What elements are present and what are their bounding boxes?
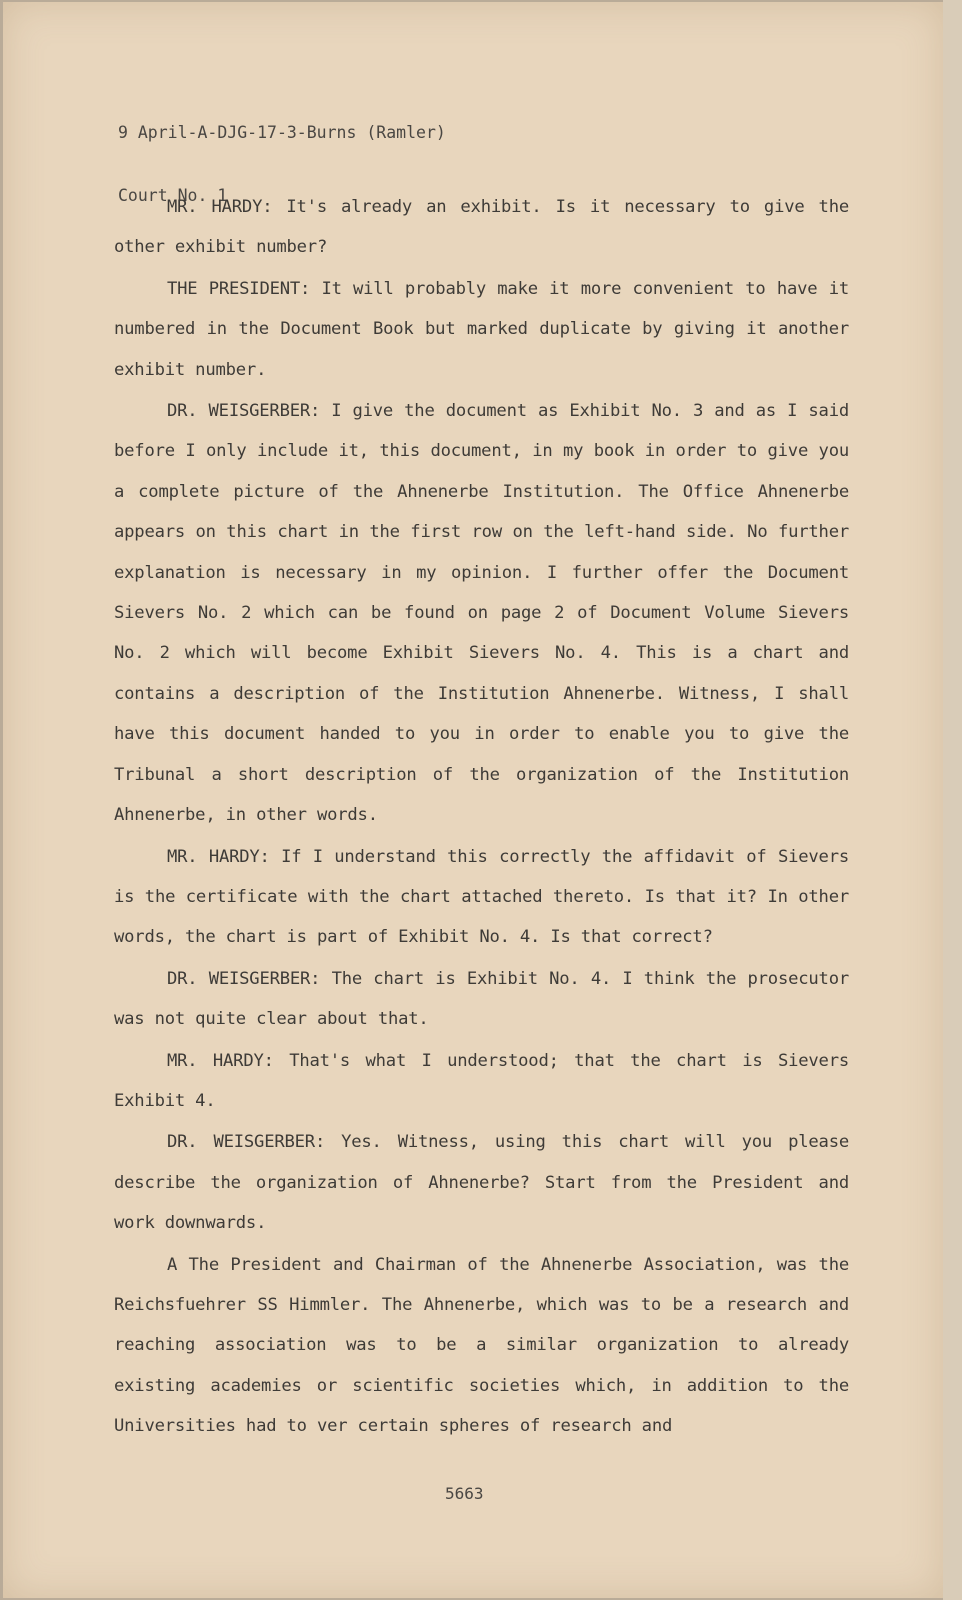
- paragraph-weisgerber-1: DR. WEISGERBER: I give the document as Exhibit No. 3 and as I said before I only include it, this document, in my book in order to give you a complete picture of the Ahnenerbe Institution. The Office Ahnenerbe appears on this chart in the first row on the left-hand side. No further explanation is necessary in my opinion. I further offer the Document Sievers No. 2 which can be found on page 2 of Document Volume Sievers No. 2 which will become Exhibit Sievers No. 4. This is a chart and contains a description of the Institution Ahnenerbe. Witness, I shall have this document handed to you in order to enable you to give the Tribunal a short description of the organization of the Institution Ahnenerbe, in other words.: [114, 401, 849, 826]
- page-edge: [943, 0, 962, 1600]
- paragraph-weisgerber-2: DR. WEISGERBER: The chart is Exhibit No. 4. I think the prosecutor was not quite clear about that.: [114, 968, 849, 1030]
- paragraph-hardy-1: MR. HARDY: It's already an exhibit. Is it necessary to give the other exhibit number?: [114, 197, 849, 258]
- paragraph-president: THE PRESIDENT: It will probably make it more convenient to have it numbered in the Document Book but marked duplicate by giving it another exhibit number.: [114, 278, 849, 380]
- header-reference: 9 April-A-DJG-17-3-Burns (Ramler): [118, 123, 446, 142]
- paragraph-hardy-2: MR. HARDY: If I understand this correctly the affidavit of Sievers is the certificate with the chart attached thereto. Is that it? In other words, the chart is part of Exhibit No. 4. Is that correct?: [114, 846, 849, 948]
- paragraph-hardy-3: MR. HARDY: That's what I understood; that the chart is Sievers Exhibit 4.: [114, 1050, 849, 1111]
- transcript-body: [114, 187, 849, 1448]
- header-court: Court No. 1: [118, 186, 228, 205]
- paragraph-weisgerber-3: DR. WEISGERBER: Yes. Witness, using this chart will you please describe the organization of Ahnenerbe? Start from the President and work downwards.: [114, 1132, 849, 1234]
- paragraph-answer: A The President and Chairman of the Ahnenerbe Association, was the Reichsfuehrer SS Himmler. The Ahnenerbe, which was to be a research and reaching association was to be a similar organization to already existing academies or scientific societies which, in addition to the Universities had to ver certain spheres of research and: [114, 1254, 849, 1437]
- page-number: 5663: [445, 1484, 484, 1503]
